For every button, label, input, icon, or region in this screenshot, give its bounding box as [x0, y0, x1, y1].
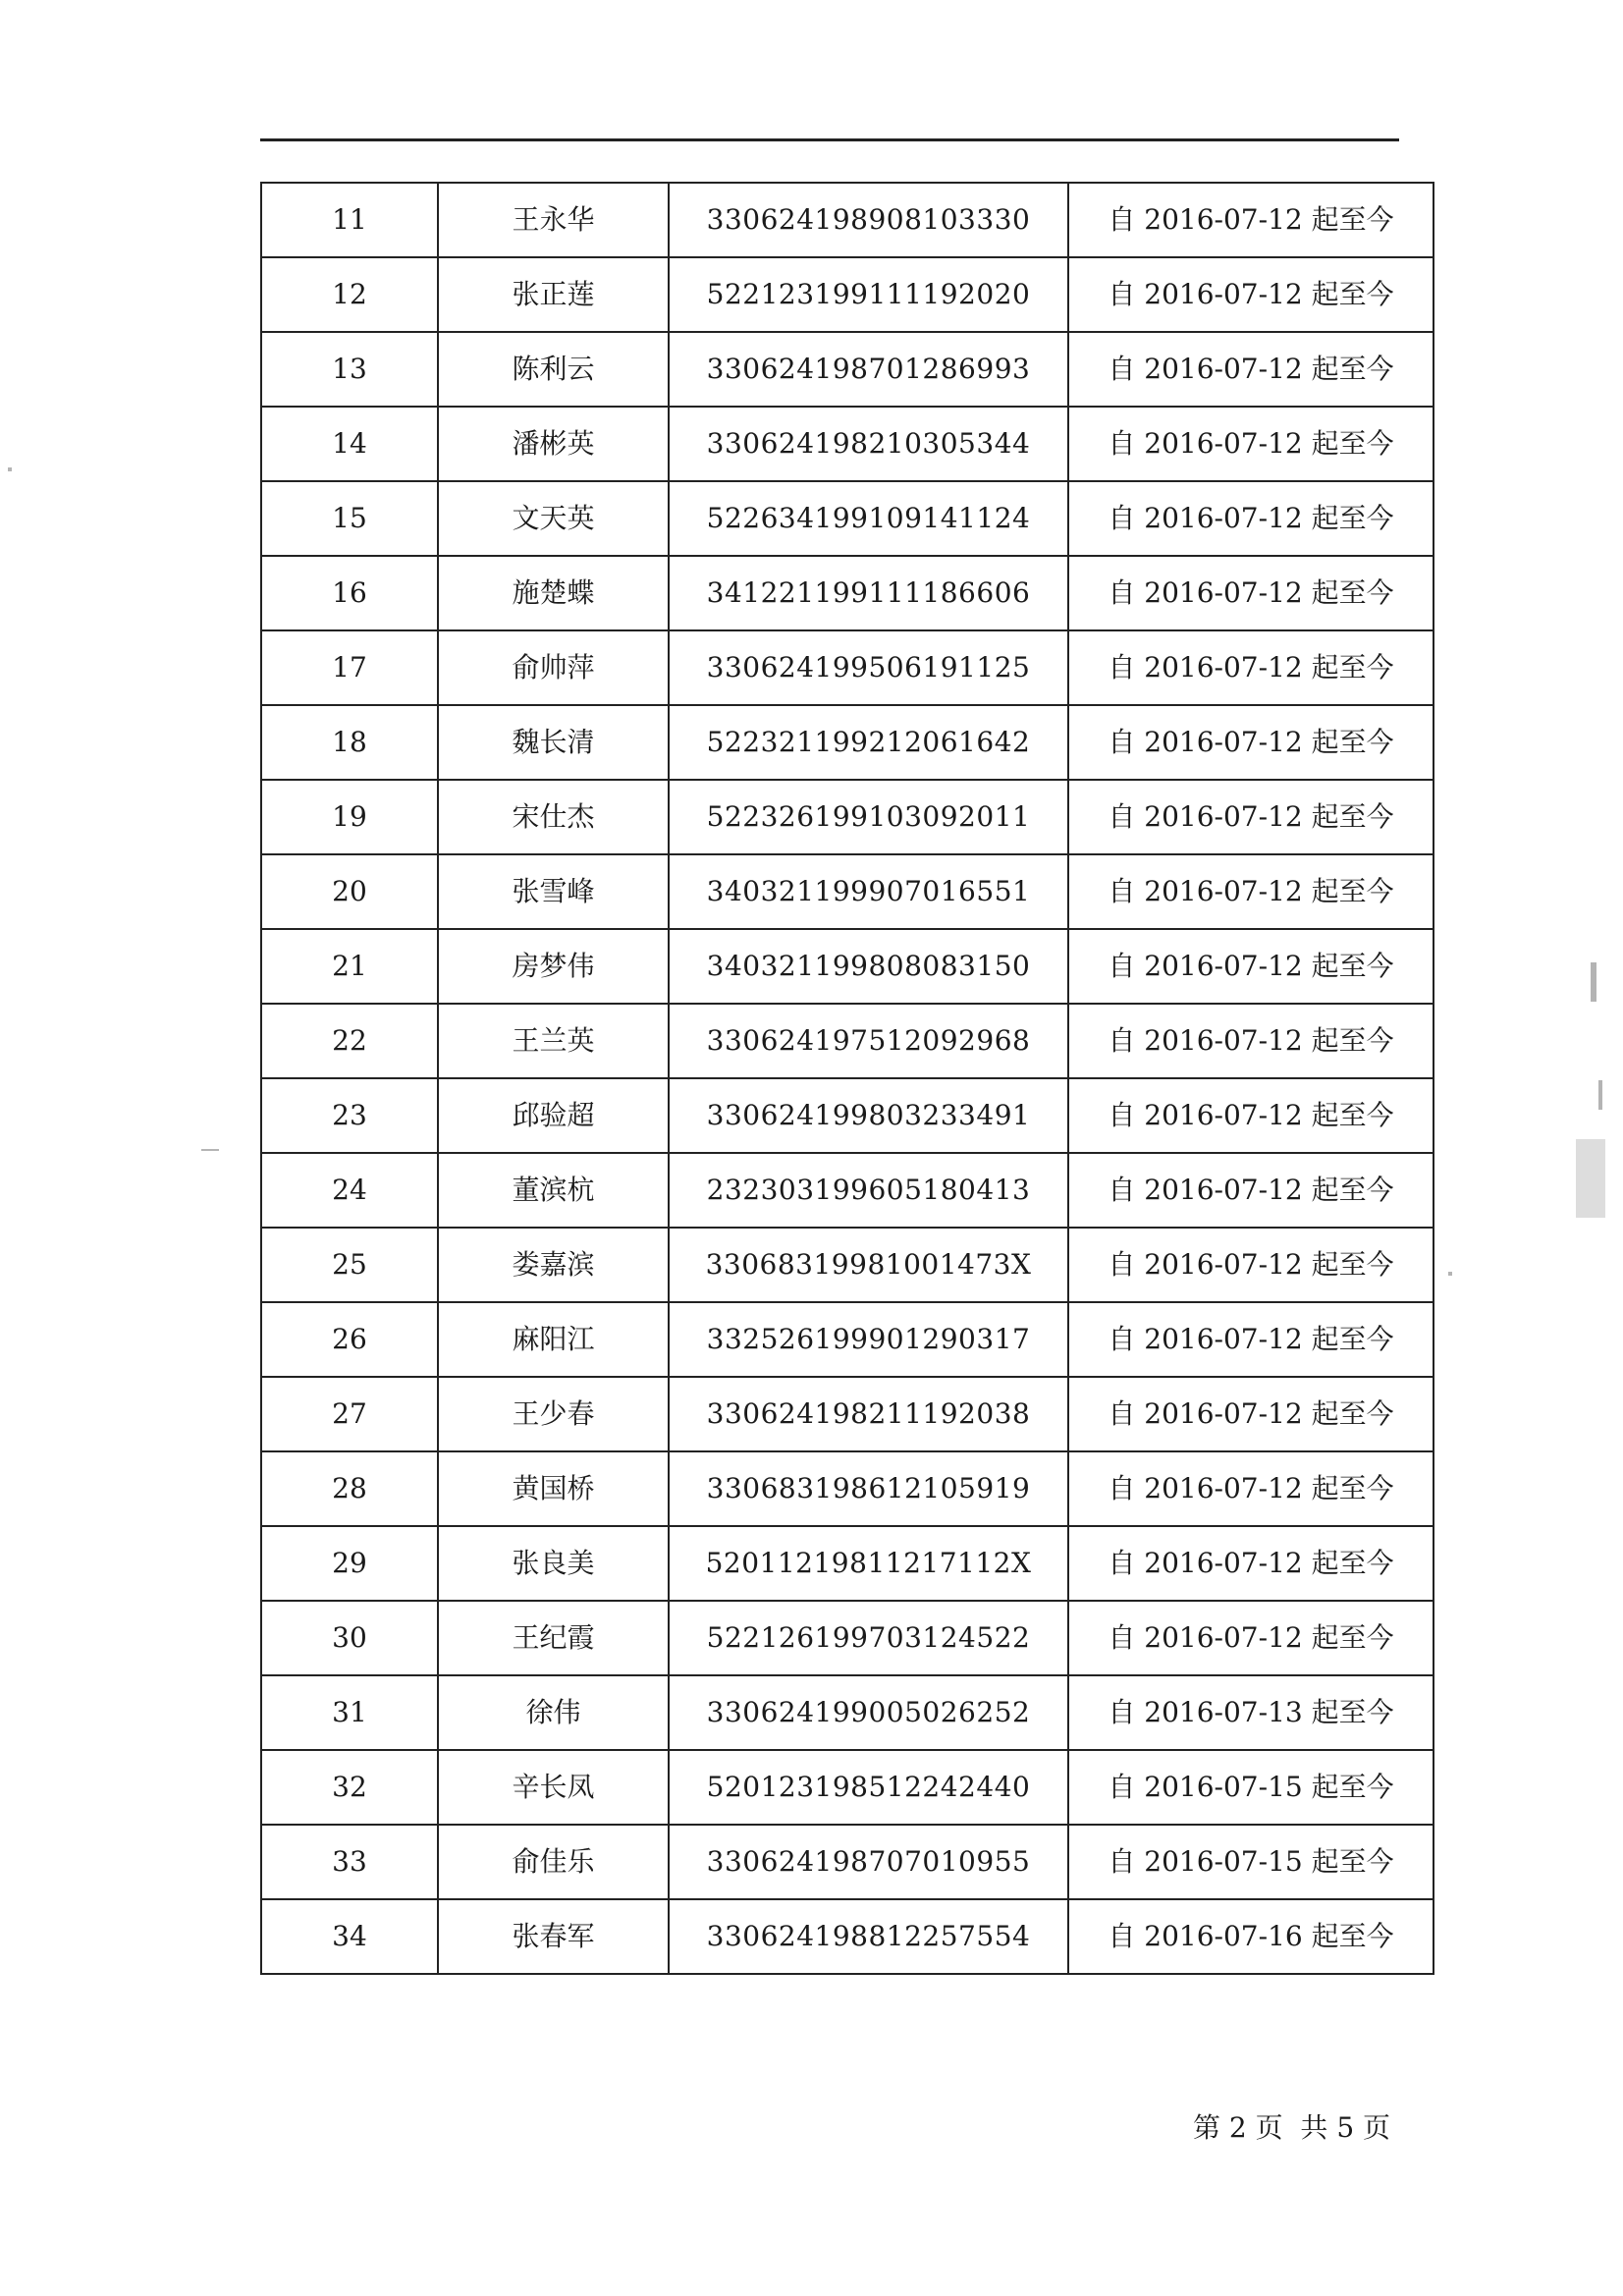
row-number: 19 — [261, 780, 438, 854]
insured-period: 自 2016-07-12 起至今 — [1068, 556, 1434, 630]
insured-period: 自 2016-07-12 起至今 — [1068, 1153, 1434, 1228]
person-name: 房梦伟 — [438, 929, 669, 1004]
insured-period: 自 2016-07-12 起至今 — [1068, 1377, 1434, 1451]
id-number: 330624199803233491 — [669, 1078, 1068, 1153]
person-name: 董滨杭 — [438, 1153, 669, 1228]
person-name: 俞佳乐 — [438, 1825, 669, 1899]
table-row — [261, 1825, 1434, 1899]
table-row — [261, 705, 1434, 780]
table-row — [261, 1675, 1434, 1750]
page-number: 第 2 页 共 5 页 — [1193, 2111, 1391, 2144]
insured-period: 自 2016-07-12 起至今 — [1068, 257, 1434, 332]
id-number: 520123198512242440 — [669, 1750, 1068, 1825]
id-number: 332526199901290317 — [669, 1302, 1068, 1377]
row-number: 22 — [261, 1004, 438, 1078]
id-number: 522321199212061642 — [669, 705, 1068, 780]
person-name: 邱验超 — [438, 1078, 669, 1153]
table-row — [261, 257, 1434, 332]
row-number: 15 — [261, 481, 438, 556]
scan-speck — [1598, 1080, 1602, 1110]
insured-period: 自 2016-07-12 起至今 — [1068, 1078, 1434, 1153]
person-name: 魏长清 — [438, 705, 669, 780]
row-number: 11 — [261, 183, 438, 257]
row-number: 31 — [261, 1675, 438, 1750]
id-number: 330624198701286993 — [669, 332, 1068, 407]
insured-period: 自 2016-07-12 起至今 — [1068, 929, 1434, 1004]
table-row — [261, 1004, 1434, 1078]
id-number: 232303199605180413 — [669, 1153, 1068, 1228]
person-name: 张正莲 — [438, 257, 669, 332]
row-number: 18 — [261, 705, 438, 780]
row-number: 24 — [261, 1153, 438, 1228]
roster-body — [261, 183, 1434, 1974]
insured-period: 自 2016-07-16 起至今 — [1068, 1899, 1434, 1974]
person-name: 辛长凤 — [438, 1750, 669, 1825]
insured-period: 自 2016-07-12 起至今 — [1068, 332, 1434, 407]
id-number: 330624198908103330 — [669, 183, 1068, 257]
row-number: 23 — [261, 1078, 438, 1153]
table-row — [261, 1153, 1434, 1228]
table-row — [261, 1451, 1434, 1526]
insured-period: 自 2016-07-12 起至今 — [1068, 1526, 1434, 1601]
table-row — [261, 1302, 1434, 1377]
id-number: 330624198812257554 — [669, 1899, 1068, 1974]
person-name: 宋仕杰 — [438, 780, 669, 854]
insured-period: 自 2016-07-15 起至今 — [1068, 1825, 1434, 1899]
roster-table — [260, 182, 1434, 1975]
row-number: 12 — [261, 257, 438, 332]
row-number: 30 — [261, 1601, 438, 1675]
person-name: 俞帅萍 — [438, 630, 669, 705]
person-name: 张雪峰 — [438, 854, 669, 929]
table-row — [261, 1526, 1434, 1601]
id-number: 330624198211192038 — [669, 1377, 1068, 1451]
table-row — [261, 183, 1434, 257]
table-row — [261, 556, 1434, 630]
header-rule — [260, 138, 1399, 141]
id-number: 33068319981001473X — [669, 1228, 1068, 1302]
row-number: 28 — [261, 1451, 438, 1526]
table-row — [261, 1377, 1434, 1451]
row-number: 26 — [261, 1302, 438, 1377]
person-name: 黄国桥 — [438, 1451, 669, 1526]
id-number: 341221199111186606 — [669, 556, 1068, 630]
row-number: 20 — [261, 854, 438, 929]
person-name: 王少春 — [438, 1377, 669, 1451]
id-number: 522634199109141124 — [669, 481, 1068, 556]
table-row — [261, 630, 1434, 705]
person-name: 徐伟 — [438, 1675, 669, 1750]
person-name: 娄嘉滨 — [438, 1228, 669, 1302]
id-number: 330624197512092968 — [669, 1004, 1068, 1078]
id-number: 52011219811217112X — [669, 1526, 1068, 1601]
row-number: 13 — [261, 332, 438, 407]
id-number: 330683198612105919 — [669, 1451, 1068, 1526]
insured-period: 自 2016-07-12 起至今 — [1068, 780, 1434, 854]
insured-period: 自 2016-07-12 起至今 — [1068, 854, 1434, 929]
id-number: 340321199808083150 — [669, 929, 1068, 1004]
table-row — [261, 332, 1434, 407]
row-number: 17 — [261, 630, 438, 705]
insured-period: 自 2016-07-12 起至今 — [1068, 630, 1434, 705]
person-name: 施楚蝶 — [438, 556, 669, 630]
scan-speck — [1448, 1272, 1452, 1276]
person-name: 王纪霞 — [438, 1601, 669, 1675]
insured-period: 自 2016-07-12 起至今 — [1068, 1302, 1434, 1377]
table-row — [261, 854, 1434, 929]
person-name: 王兰英 — [438, 1004, 669, 1078]
scan-speck — [1591, 962, 1596, 1002]
id-number: 522326199103092011 — [669, 780, 1068, 854]
table-row — [261, 1601, 1434, 1675]
row-number: 27 — [261, 1377, 438, 1451]
scan-speck — [8, 467, 12, 471]
insured-period: 自 2016-07-13 起至今 — [1068, 1675, 1434, 1750]
person-name: 文天英 — [438, 481, 669, 556]
insured-period: 自 2016-07-12 起至今 — [1068, 1004, 1434, 1078]
id-number: 330624199005026252 — [669, 1675, 1068, 1750]
person-name: 王永华 — [438, 183, 669, 257]
person-name: 张良美 — [438, 1526, 669, 1601]
person-name: 张春军 — [438, 1899, 669, 1974]
table-row — [261, 1078, 1434, 1153]
row-number: 33 — [261, 1825, 438, 1899]
table-row — [261, 1750, 1434, 1825]
person-name: 麻阳江 — [438, 1302, 669, 1377]
table-row — [261, 407, 1434, 481]
row-number: 34 — [261, 1899, 438, 1974]
insured-period: 自 2016-07-12 起至今 — [1068, 705, 1434, 780]
row-number: 32 — [261, 1750, 438, 1825]
insured-period: 自 2016-07-12 起至今 — [1068, 1228, 1434, 1302]
insured-period: 自 2016-07-12 起至今 — [1068, 1451, 1434, 1526]
id-number: 330624198707010955 — [669, 1825, 1068, 1899]
scan-speck — [201, 1149, 219, 1151]
row-number: 14 — [261, 407, 438, 481]
id-number: 522126199703124522 — [669, 1601, 1068, 1675]
table-row — [261, 481, 1434, 556]
table-row — [261, 1228, 1434, 1302]
row-number: 16 — [261, 556, 438, 630]
id-number: 340321199907016551 — [669, 854, 1068, 929]
id-number: 330624198210305344 — [669, 407, 1068, 481]
id-number: 522123199111192020 — [669, 257, 1068, 332]
table-row — [261, 1899, 1434, 1974]
insured-period: 自 2016-07-12 起至今 — [1068, 183, 1434, 257]
table-row — [261, 929, 1434, 1004]
row-number: 25 — [261, 1228, 438, 1302]
table-row — [261, 780, 1434, 854]
row-number: 29 — [261, 1526, 438, 1601]
id-number: 330624199506191125 — [669, 630, 1068, 705]
insured-period: 自 2016-07-12 起至今 — [1068, 481, 1434, 556]
insured-period: 自 2016-07-15 起至今 — [1068, 1750, 1434, 1825]
person-name: 潘彬英 — [438, 407, 669, 481]
insured-period: 自 2016-07-12 起至今 — [1068, 407, 1434, 481]
insured-period: 自 2016-07-12 起至今 — [1068, 1601, 1434, 1675]
scan-speck — [1576, 1139, 1605, 1218]
row-number: 21 — [261, 929, 438, 1004]
person-name: 陈利云 — [438, 332, 669, 407]
